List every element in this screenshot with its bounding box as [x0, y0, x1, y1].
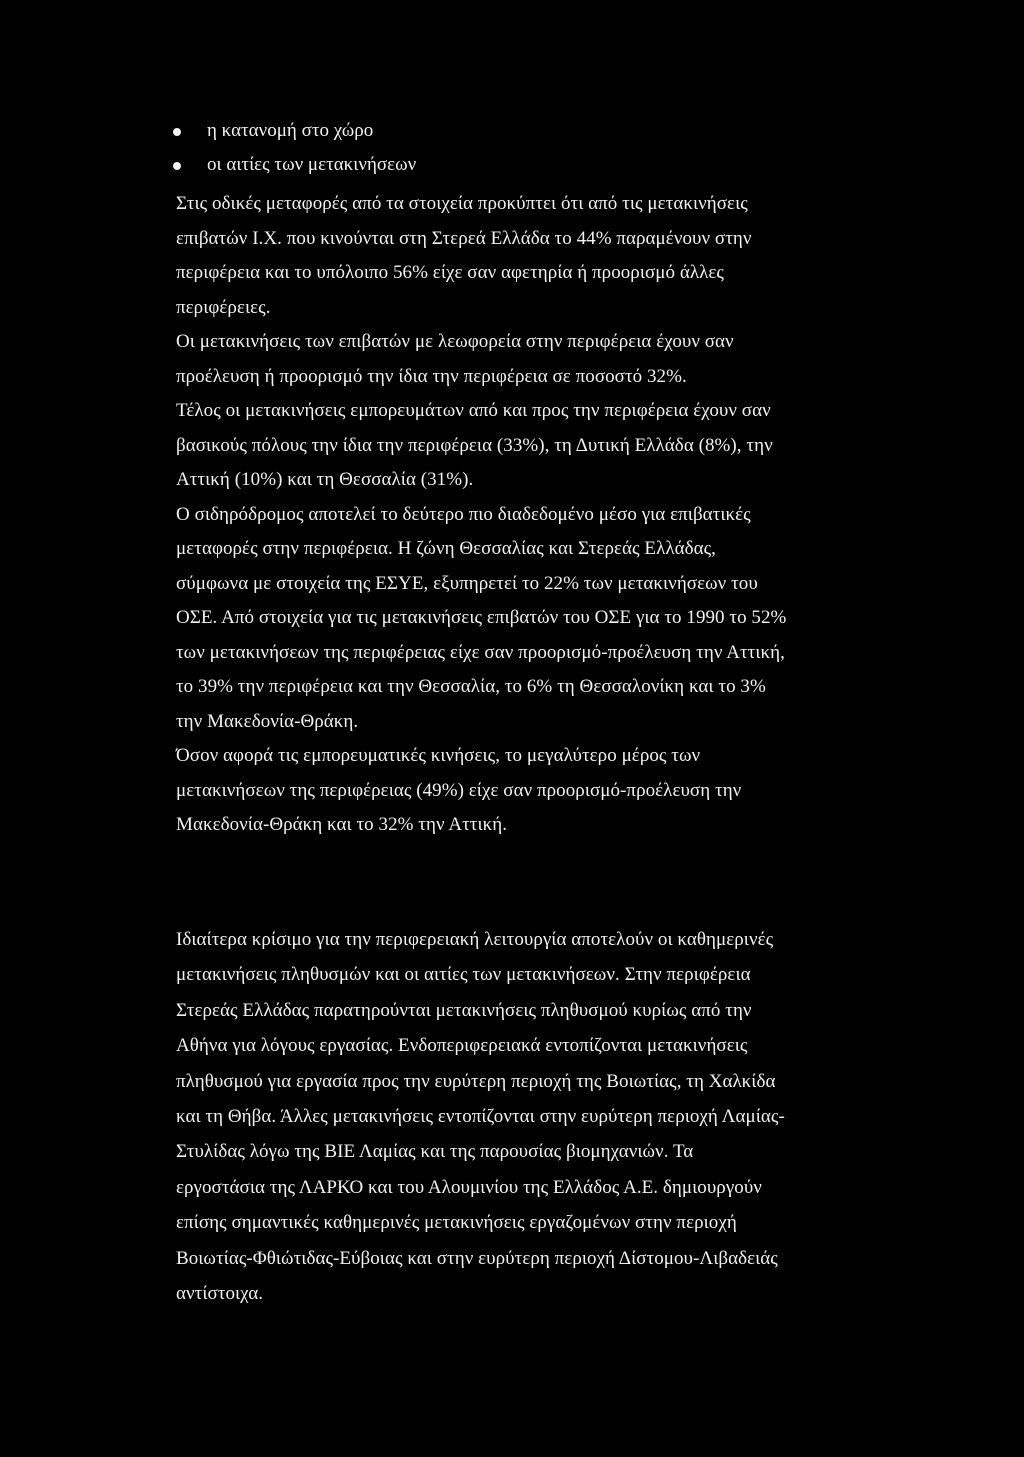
text-line: Όσον αφορά τις εμπορευματικές κινήσεις, το μεγαλύτερο μέρος των	[176, 745, 701, 766]
text-line: Τέλος οι μετακινήσεις εμπορευμάτων από και προς την περιφέρεια έχουν σαν	[176, 400, 771, 421]
bullet-item: η κατανομή στο χώρο	[178, 114, 416, 148]
text-line: σύμφωνα με στοιχεία της ΕΣΥΕ, εξυπηρετεί το 22% των μετακινήσεων του	[176, 572, 758, 594]
bullet-item: οι αιτίες των μετακινήσεων	[178, 148, 416, 182]
text-line: αντίστοιχα.	[176, 1283, 264, 1305]
text-line: εργοστάσια της ΛΑΡΚΟ και του Αλουμινίου της Ελλάδος Α.Ε. δημιουργούν	[176, 1176, 762, 1198]
text-line: προέλευση ή προορισμό την ίδια την περιφέρεια σε ποσοστό 32%.	[176, 365, 687, 387]
text-line: την Μακεδονία-Θράκη.	[176, 710, 359, 732]
paragraph-block-transport	[176, 187, 876, 843]
text-line: περιφέρειες.	[176, 296, 271, 318]
text-line: των μετακινήσεων της περιφέρειας είχε σαν προορισμό-προέλευση την Αττική,	[176, 641, 785, 663]
text-line: επίσης σημαντικές καθημερινές μετακινήσεις εργαζομένων στην περιοχή	[176, 1212, 737, 1234]
text-line: μετακινήσεις πληθυσμών και οι αιτίες των μετακινήσεων. Στην περιφέρεια	[176, 964, 751, 986]
text-line: Στις οδικές μεταφορές από τα στοιχεία προκύπτει ότι από τις μετακινήσεις	[176, 193, 748, 214]
text-line: Στερεάς Ελλάδας παρατηρούνται μετακινήσεις πληθυσμού κυρίως από την	[176, 999, 752, 1021]
text-line: περιφέρεια και το υπόλοιπο 56% είχε σαν αφετηρία ή προορισμό άλλες	[176, 262, 725, 283]
text-line: βασικούς πόλους την ίδια την περιφέρεια (33%), τη Δυτική Ελλάδα (8%), την	[176, 434, 773, 456]
text-line: Μακεδονία-Θράκη και το 32% την Αττική.	[176, 814, 508, 835]
paragraph-block-commuting	[176, 922, 876, 1311]
text-line: μετακινήσεων της περιφέρειας (49%) είχε σαν προορισμό-προέλευση την	[176, 779, 742, 801]
text-line: Αττική (10%) και τη Θεσσαλία (31%).	[176, 469, 474, 490]
text-line: και τη Θήβα. Άλλες μετακινήσεις εντοπίζονται στην ευρύτερη περιοχή Λαμίας-	[176, 1106, 785, 1128]
bullet-list	[178, 114, 416, 182]
text-line: επιβατών Ι.Χ. που κινούνται στη Στερεά Ελλάδα το 44% παραμένουν στην	[176, 227, 752, 249]
text-line: Οι μετακινήσεις των επιβατών με λεωφορεία στην περιφέρεια έχουν σαν	[176, 331, 734, 352]
text-line: ΟΣΕ. Από στοιχεία για τις μετακινήσεις επιβατών του ΟΣΕ για το 1990 το 52%	[176, 607, 787, 628]
text-line: Ιδιαίτερα κρίσιμο για την περιφερειακή λειτουργία αποτελούν οι καθημερινές	[176, 929, 774, 950]
text-line: μεταφορές στην περιφέρεια. Η ζώνη Θεσσαλίας και Στερεάς Ελλάδας,	[176, 538, 716, 559]
text-line: το 39% την περιφέρεια και την Θεσσαλία, το 6% τη Θεσσαλονίκη και το 3%	[176, 676, 766, 697]
text-line: Ο σιδηρόδρομος αποτελεί το δεύτερο πιο διαδεδομένο μέσο για επιβατικές	[176, 503, 751, 525]
text-line: Αθήνα για λόγους εργασίας. Ενδοπεριφερειακά εντοπίζονται μετακινήσεις	[176, 1035, 748, 1057]
text-line: Βοιωτίας-Φθιώτιδας-Εύβοιας και στην ευρύτερη περιοχή Δίστομου-Λιβαδειάς	[176, 1247, 778, 1269]
text-line: Στυλίδας λόγω της ΒΙΕ Λαμίας και της παρουσίας βιομηχανιών. Τα	[176, 1141, 694, 1163]
text-line: πληθυσμού για εργασία προς την ευρύτερη περιοχή της Βοιωτίας, τη Χαλκίδα	[176, 1070, 776, 1092]
